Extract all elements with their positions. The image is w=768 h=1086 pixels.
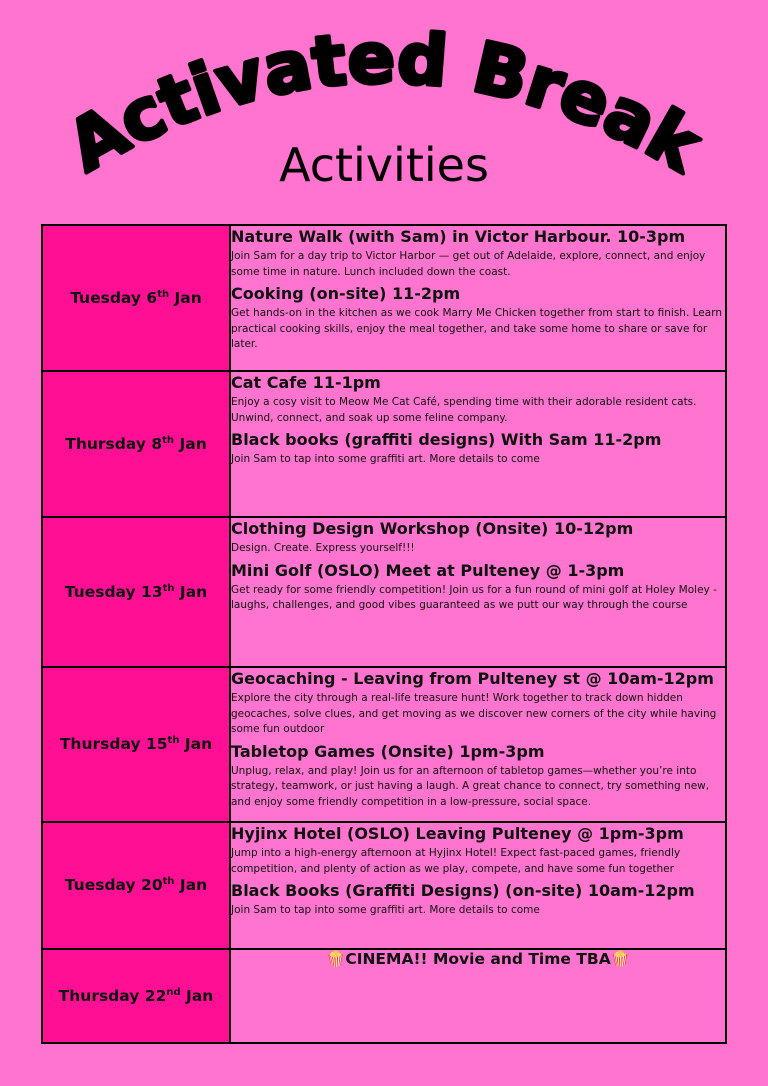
schedule-table [41,224,727,1044]
day-month: Jan [174,289,202,308]
activity-title: Cooking (on-site) 11-2pm [231,284,461,303]
day-weekday: Thursday [59,735,141,754]
activities-cell [230,517,726,667]
activity-title: Nature Walk (with Sam) in Victor Harbour. 10-3pm [231,227,686,246]
day-cell [42,225,230,371]
day-month: Jan [186,987,214,1006]
day-date-suffix: th [162,434,175,446]
activity-description: Unplug, relax, and play! Join us for an afternoon of tabletop games—whether you’re into strategy, teamwork, or just having a laugh. A great chance to connect, try something new, and enjoy some friendly competition in a low-pressure, social space. [231,764,710,808]
day-month: Jan [184,735,213,754]
day-date-num: 6 [146,289,158,308]
day-weekday: Tuesday [64,876,136,895]
day-date-suffix: th [162,582,175,594]
activity-description: Jump into a high-energy afternoon at Hyjinx Hotel! Expect fast-paced games, friendly competition, and plenty of action as we play, compete, and have some fun together [231,847,681,875]
activity-title: Hyjinx Hotel (OSLO) Leaving Pulteney @ 1pm-3pm [231,824,684,843]
activity-description: Join Sam to tap into some graffiti art. More details to come [231,904,540,916]
activity-title: Black Books (Graffiti Designs) (on-site) 10am-12pm [231,881,695,900]
activity-title: Tabletop Games (Onsite) 1pm-3pm [231,741,545,761]
activity-description: Get hands-on in the kitchen as we cook Marry Me Chicken together from start to finish. Learn practical cooking skills, enjoy the meal together, and take some home to share or save for later. [231,307,722,350]
cinema-note: 🍿CINEMA!! Movie and Time TBA🍿 [230,949,726,1043]
activity-description: Explore the city through a real-life treasure hunt! Work together to track down hidden geocaches, solve clues, and get moving as we discover new corners of the city while having some fun outdoor [231,692,717,735]
day-month: Jan [179,876,208,895]
activities-cell [230,667,726,822]
day-date-num: 13 [141,583,163,602]
day-date-num: 20 [141,876,163,895]
day-weekday: Thursday [65,435,146,454]
day-month: Jan [179,583,208,602]
day-date-suffix: th [157,288,170,300]
day-date-num: 15 [145,735,168,754]
day-date-suffix: nd [166,986,181,998]
day-cell [42,949,230,1043]
activity-description: Join Sam to tap into some graffiti art. More details to come [231,453,540,465]
day-date-num: 22 [144,987,167,1006]
page-subtitle: Activities [279,138,489,192]
activity-description: Enjoy a cosy visit to Meow Me Cat Café, spending time with their adorable resident cats. Unwind, connect, and soak up some feline company. [231,396,697,424]
day-cell [42,371,230,517]
title-arc [0,0,768,230]
activity-description: Design. Create. Express yourself!!! [231,542,415,554]
activities-cell [230,371,726,517]
schedule-row [42,822,726,949]
activity-description: Join Sam for a day trip to Victor Harbor — get out of Adelaide, explore, connect, and enjoy some time in nature. Lunch included down the coast. [231,250,706,278]
day-month: Jan [179,435,207,454]
activity-title: Mini Golf (OSLO) Meet at Pulteney @ 1-3pm [231,560,625,580]
day-cell [42,667,230,822]
day-date-num: 8 [151,435,163,454]
activity-title: Cat Cafe 11-1pm [231,373,381,392]
activities-cell [230,225,726,371]
activities-cell [230,822,726,949]
day-date-suffix: th [167,735,180,747]
schedule-row [42,371,726,517]
page-title: Activated Break [54,17,714,188]
schedule-row [42,949,726,1043]
activity-title: Clothing Design Workshop (Onsite) 10-12pm [231,519,634,538]
activity-title: Geocaching - Leaving from Pulteney st @ 10am-12pm [231,669,714,688]
schedule-row [42,225,726,371]
schedule-row [42,517,726,667]
day-weekday: Tuesday [70,289,142,308]
day-weekday: Thursday [58,987,140,1006]
schedule-row [42,667,726,822]
day-cell [42,517,230,667]
activity-description: Get ready for some friendly competition! Join us for a fun round of mini golf at Holey Moley - laughs, challenges, and good vibes guaranteed as we putt our way through the course [231,583,717,611]
day-cell [42,822,230,949]
day-date-suffix: th [162,876,175,888]
activity-title: Black books (graffiti designs) With Sam 11-2pm [231,430,662,449]
day-weekday: Tuesday [64,583,136,602]
